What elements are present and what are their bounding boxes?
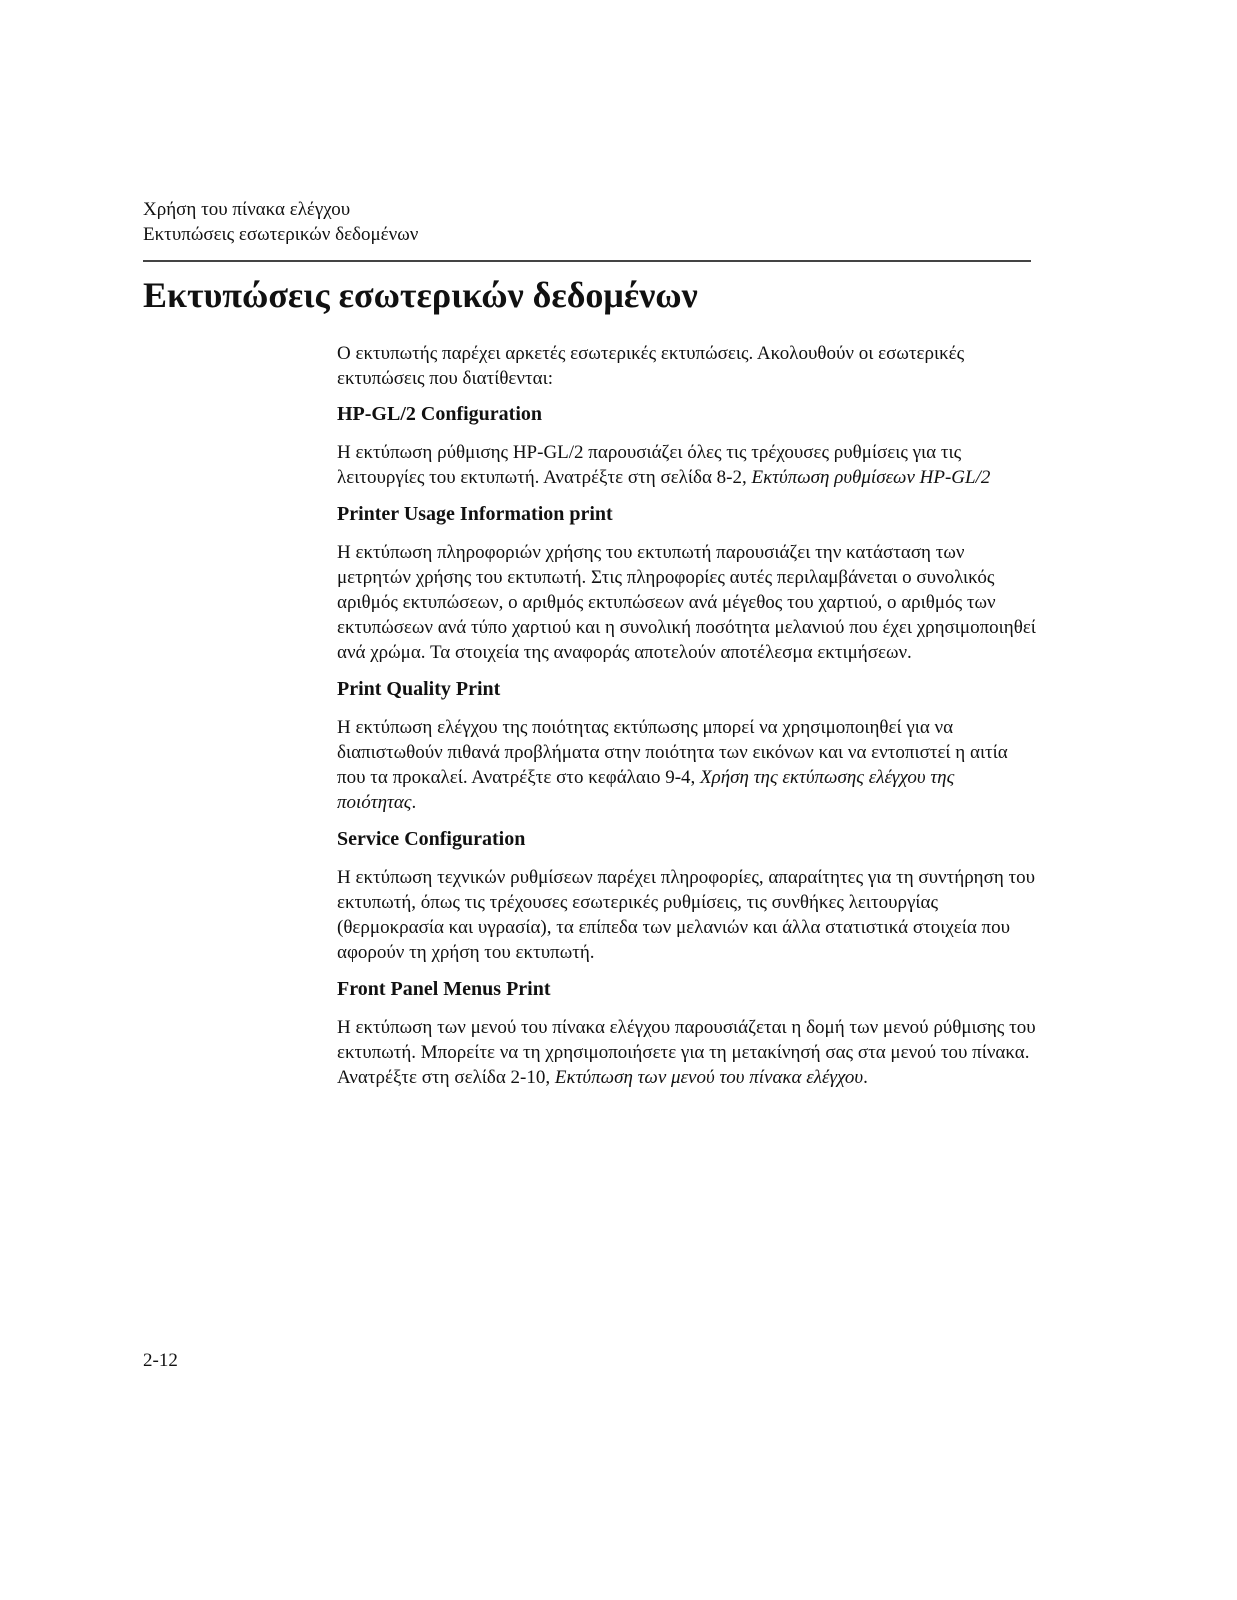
- section-heading: Printer Usage Information print: [337, 503, 613, 525]
- section-text: [337, 865, 1037, 965]
- section-text-tail: .: [411, 792, 417, 813]
- cross-reference-link: Χρήση της εκτύπωσης ελέγχου της ποιότητας: [337, 767, 955, 813]
- section-text-body: Η εκτύπωση πληροφοριών χρήσης του εκτυπωτή παρουσιάζει την κατάσταση των μετρητών χρήσης του εκτυπωτή. Στις πληροφορίες αυτές περιλαμβάνεται ο συνολικός αριθμός εκτυπώσεων, ο αριθμός εκτυπώσεων ανά μέγεθος του χαρτιού, ο αριθμός των εκτυπώσεων ανά τύπο χαρτιού και η συνολική ποσότητα μελανιού που έχει χρησιμοποιηθεί ανά χρώμα. Τα στοιχεία της αναφοράς αποτελούν αποτέλεσμα εκτιμήσεων.: [337, 542, 1036, 663]
- intro-paragraph: Ο εκτυπωτής παρέχει αρκετές εσωτερικές εκτυπώσεις. Ακολουθούν οι εσωτερικές εκτυπώσεις που διατίθενται:: [337, 343, 965, 389]
- section-printer-usage-information: [337, 501, 1037, 665]
- section-heading: Front Panel Menus Print: [337, 978, 551, 1000]
- running-header: [143, 197, 418, 247]
- section-text-body: Η εκτύπωση των μενού του πίνακα ελέγχου παρουσιάζεται η δομή των μενού ρύθμισης του εκτυπωτή. Μπορείτε να τη χρησιμοποιήσετε για τη μετακίνησή σας στα μενού του πίνακα. Ανατρέξτε στη σελίδα 2-10,: [337, 1017, 1036, 1088]
- section-service-configuration: [337, 826, 1037, 965]
- running-header-chapter: Χρήση του πίνακα ελέγχου: [143, 199, 351, 220]
- section-text: [337, 540, 1037, 665]
- section-front-panel-menus-print: [337, 976, 1037, 1090]
- section-text-body: Η εκτύπωση ελέγχου της ποιότητας εκτύπωσης μπορεί να χρησιμοποιηθεί για να διαπιστωθούν πιθανά προβλήματα στην ποιότητα των εικόνων και να εντοπιστεί η αιτία που τα προκαλεί. Ανατρέξτε στο κεφάλαιο 9-4,: [337, 717, 1008, 788]
- section-print-quality-print: [337, 676, 1037, 815]
- section-text-tail: .: [863, 1067, 868, 1088]
- section-text: [337, 440, 1037, 490]
- running-header-section: Εκτυπώσεις εσωτερικών δεδομένων: [143, 224, 419, 245]
- section-heading: HP-GL/2 Configuration: [337, 403, 543, 425]
- section-heading: Service Configuration: [337, 828, 526, 850]
- cross-reference-link: Εκτύπωση των μενού του πίνακα ελέγχου: [554, 1067, 864, 1088]
- cross-reference-link: Εκτύπωση ρυθμίσεων HP-GL/2: [751, 467, 991, 488]
- page-number: 2-12: [143, 1350, 178, 1371]
- section-text-body: Η εκτύπωση τεχνικών ρυθμίσεων παρέχει πληροφορίες, απαραίτητες για τη συντήρηση του εκτυπωτή, όπως τις τρέχουσες εσωτερικές ρυθμίσεις, τις συνθήκες λειτουργίας (θερμοκρασία και υγρασία), τα επίπεδα των μελανιών και άλλα στατιστικά στοιχεία που αφορούν τη χρήση του εκτυπωτή.: [337, 867, 1036, 963]
- section-hpgl2-configuration: [337, 401, 1037, 490]
- section-text: [337, 1015, 1037, 1090]
- page-title: Εκτυπώσεις εσωτερικών δεδομένων: [143, 275, 698, 315]
- section-text: [337, 715, 1037, 815]
- section-text-body: Η εκτύπωση ρύθμισης HP-GL/2 παρουσιάζει όλες τις τρέχουσες ρυθμίσεις για τις λειτουργίες του εκτυπωτή. Ανατρέξτε στη σελίδα 8-2,: [337, 442, 962, 488]
- section-heading: Print Quality Print: [337, 678, 501, 700]
- header-rule: [143, 260, 1031, 262]
- body-column: [337, 341, 1037, 1101]
